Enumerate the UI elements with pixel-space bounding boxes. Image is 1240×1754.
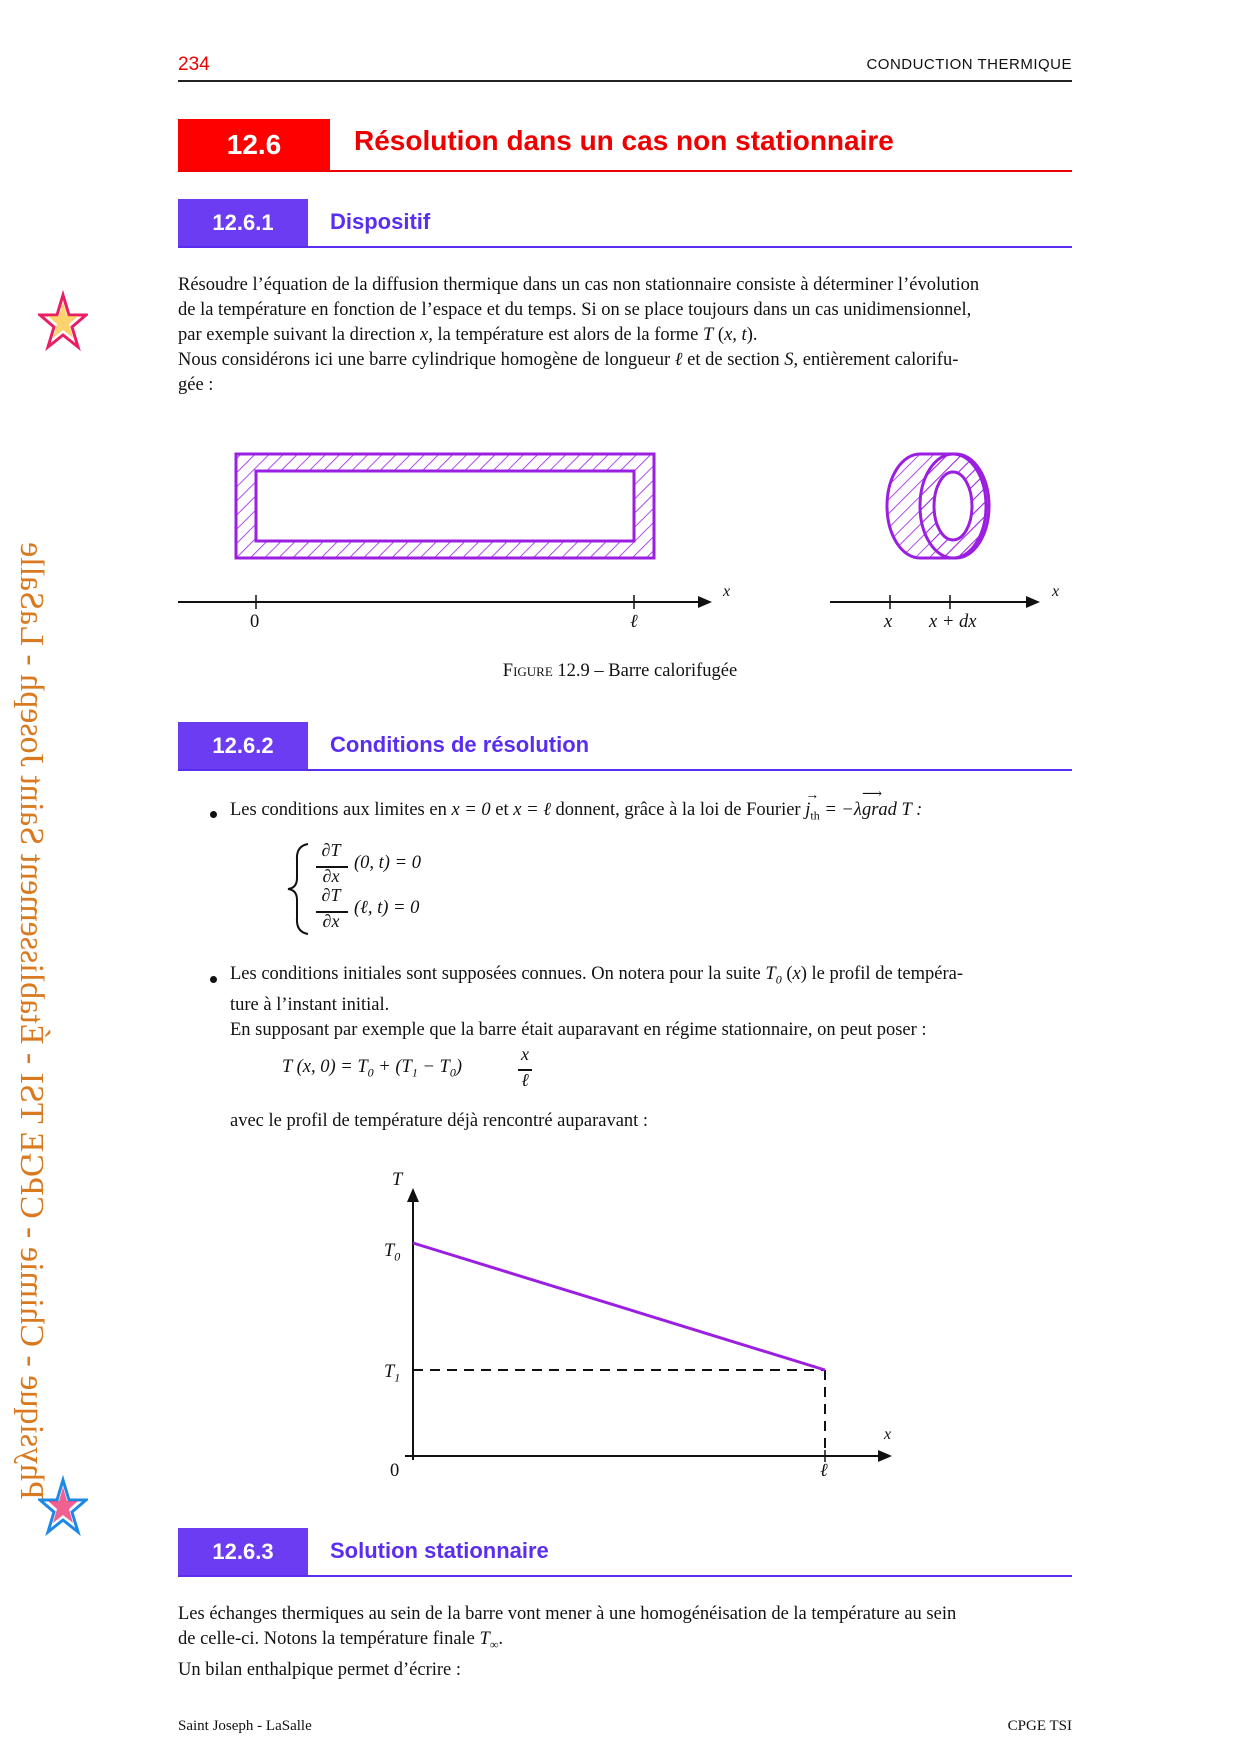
bullet — [210, 976, 217, 983]
tick-0-label: 0 — [250, 612, 260, 632]
dispositif-paragraph: Résoudre l’équation de la diffusion thermique dans un cas non stationnaire consiste à déterminer l’évolution de la température en fonction de l’espace et du temps. Si on se place toujours dans un cas unidimensionnel, par exemple suivant la direction x, la température est alors de la forme T (x, t). Nous considérons ici une barre cylindrique homogène de longueur ℓ et de section S, entièrement calorifu- gée : — [178, 275, 980, 395]
tick-x-label: x — [884, 612, 893, 632]
subsection-number: 12.6.2 — [178, 722, 308, 770]
logo-icon — [38, 290, 88, 360]
subsection-rule — [178, 1575, 1072, 1577]
subsection-title: Solution stationnaire — [330, 1538, 549, 1563]
bullet — [210, 811, 217, 818]
footer-right: CPGE TSI — [1007, 1718, 1072, 1734]
equation-1: (0, t) = 0 — [354, 853, 421, 873]
tick-xdx-label: x + dx — [929, 612, 977, 632]
x-tick-l: ℓ — [820, 1461, 828, 1481]
figure-caption: Figure 12.9 – Barre calorifugée — [502, 661, 738, 681]
equation-2: (ℓ, t) = 0 — [354, 898, 420, 918]
equation-3: T (x, $0) = T_0 + (T_1 - T_0)$ — [282, 1057, 463, 1080]
partial-fraction: ∂x — [322, 866, 340, 886]
y-tick-T1: $T_1$ — [384, 1362, 401, 1385]
series-T-profile — [413, 1243, 825, 1370]
partial-fraction: ∂x — [322, 911, 340, 931]
section-rule — [178, 170, 1072, 172]
axis-x-label: x — [1052, 583, 1060, 600]
sidebar-watermark: Physique - Chimie - CPGE TSI - Établissement Saint Joseph - LaSalle — [13, 542, 50, 1500]
x-axis-arrow — [878, 1450, 892, 1462]
footer-left: Saint Joseph - LaSalle — [178, 1718, 312, 1734]
chapter-title: CONDUCTION THERMIQUE — [866, 56, 1072, 73]
tick-l-label: ℓ — [630, 612, 638, 632]
fraction-numerator: x — [521, 1044, 529, 1064]
page-number: 234 — [178, 54, 210, 75]
logo-icon — [38, 1475, 88, 1545]
axis-x-label: x — [723, 583, 731, 600]
solution-paragraph: Les échanges thermiques au sein de la barre vont mener à une homogénéisation de la température au sein de celle-ci. Notons la température finale $T_\infty$. Un bilan enthalpique permet d’écrire : — [178, 1604, 957, 1680]
section-title: Résolution dans un cas non stationnaire — [354, 125, 894, 156]
bullet2-text: Les conditions initiales sont supposées connues. On notera pour la suite $T_0$ (x) le profil de tempéra- ture à l’instant initial. En supposant par exemple que la barre était auparavant en régime stationnaire, on peut poser : — [230, 964, 964, 1040]
subsection-rule — [178, 246, 1072, 248]
section-number: 12.6 — [178, 119, 330, 171]
x-axis-label: x — [884, 1426, 892, 1443]
figure-bar-diagram — [0, 440, 1240, 640]
partial-fraction: ∂T — [321, 840, 341, 860]
brace-icon — [284, 842, 314, 936]
subsection-number: 12.6.1 — [178, 199, 308, 247]
bullet1-text: Les conditions aux limites en x = 0 et x = ℓ donnent, grâce à la loi de Fourier $j_{th}$ → = −λgrad ⟶ T : — [230, 787, 923, 823]
partial-fraction: ∂T — [321, 885, 341, 905]
y-axis-label: T — [392, 1170, 403, 1190]
subsection-title: Conditions de résolution — [330, 732, 590, 757]
bullet2-followup: avec le profil de température déjà rencontré auparavant : — [230, 1111, 649, 1131]
subsection-rule — [178, 769, 1072, 771]
y-tick-T0: $T_0$ — [384, 1241, 401, 1264]
subsection-number: 12.6.3 — [178, 1528, 308, 1576]
temperature-profile-chart — [380, 1180, 940, 1500]
header-rule — [178, 80, 1072, 82]
bar-inner — [256, 471, 634, 541]
fraction-denominator: ℓ — [521, 1070, 529, 1090]
x-tick-0: 0 — [390, 1461, 400, 1481]
y-axis-arrow — [407, 1188, 419, 1202]
subsection-title: Dispositif — [330, 209, 431, 234]
